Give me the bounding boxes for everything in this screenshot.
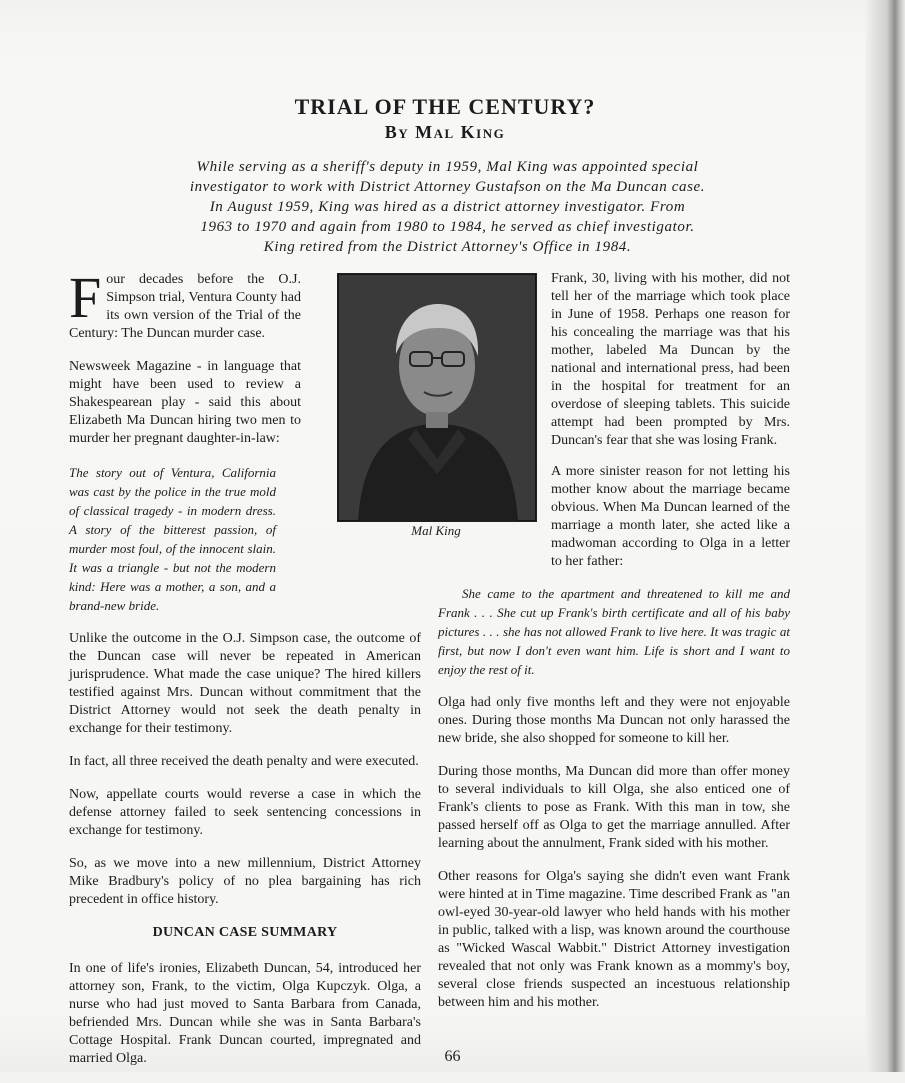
intro-line: King retired from the District Attorney's Office in 1984.: [263, 239, 632, 255]
death-penalty-paragraph: In fact, all three received the death penalty and were executed.: [69, 754, 419, 769]
millennium-paragraph: So, as we move into a new millennium, District Attorney Mike Bradbury's policy of no plea bargaining has rich precedent in office history.: [69, 856, 421, 907]
author-intro: [160, 157, 735, 257]
intro-line: 1963 to 1970 and again from 1980 to 1984, he served as chief investigator.: [200, 219, 695, 235]
sinister-reason-paragraph: A more sinister reason for not letting his mother know about the marriage became obvious. When Ma Duncan learned of the marriage a month later, she acted like a madwoman according to Olga in a letter to her father:: [551, 464, 790, 569]
article-title: TRIAL OF THE CENTURY?: [294, 94, 596, 119]
intro-line: investigator to work with District Attorney Gustafson on the Ma Duncan case.: [189, 179, 706, 195]
intro-line: In August 1959, King was hired as a district attorney investigator. From: [209, 199, 686, 215]
article-byline: By Mal King: [384, 122, 506, 142]
olga-letter-quote: She came to the apartment and threatened to kill me and Frank . . . She cut up Frank's birth certificate and all of his baby pictures . . . she has not allowed Frank to live here. It was tragic at first, but now I don't even want him. Life is short and I want to enjoy the rest of it.: [438, 586, 790, 677]
newsweek-paragraph: Newsweek Magazine - in language that might have been used to review a Shakespearean play - said this about Elizabeth Ma Duncan hiring two men to murder her pregnant daughter-in-law:: [69, 359, 301, 446]
newsweek-quote: The story out of Ventura, California was cast by the police in the true mold of classical tragedy - in modern dress. A story of the bitterest passion, of murder most foul, of the innocent slain. It was a triangle - but not the modern kind: Here was a mother, a son, and a brand-new bride.: [69, 465, 276, 613]
summary-paragraph: In one of life's ironies, Elizabeth Duncan, 54, introduced her attorney son, Frank, to the victim, Olga Kupczyk. Olga, a nurse who had just moved to Santa Barbara from Canada, befriended Mrs. Duncan while she was in Santa Barbara's Cottage Hospital. Frank Duncan courted, impregnated and married Olga.: [69, 961, 421, 1066]
photo-caption: Mal King: [411, 523, 461, 538]
appellate-paragraph: Now, appellate courts would reverse a case in which the defense attorney failed to seek sentencing concessions in exchange for testimony.: [69, 787, 421, 838]
five-months-paragraph: Olga had only five months left and they were not enjoyable ones. During those months Ma Duncan not only harassed the new bride, she also shopped for someone to kill her.: [438, 695, 790, 746]
right-column-top: [551, 270, 790, 571]
right-column: [438, 270, 790, 1027]
page-number: 66: [444, 1048, 461, 1065]
intro-line: While serving as a sheriff's deputy in 1959, Mal King was appointed special: [196, 159, 699, 175]
section-heading: DUNCAN CASE SUMMARY: [152, 925, 338, 940]
page-binding-edge: [865, 0, 905, 1072]
annulment-paragraph: During those months, Ma Duncan did more than offer money to several individuals to kill Olga, she also enticed one of Frank's clients to pose as Frank. With this man in tow, she passed herself off as Olga to get the marriage annulled. After learning about the annulment, Frank sided with his mother.: [438, 764, 790, 851]
marriage-paragraph: Frank, 30, living with his mother, did not tell her of the marriage which took place in June of 1958. Perhaps one reason for his concealing the marriage was that his mother, labeled Ma Duncan by the national and international press, had been in the hospital for treatment for an overdose of sleeping tablets. This suicide attempt had been prompted by Mrs. Duncan's fear that she was losing Frank.: [551, 271, 790, 448]
time-magazine-paragraph: Other reasons for Olga's saying she didn't even want Frank were hinted at in Time magazine. Time described Frank as "an owl-eyed 30-year-old lawyer who held hands with his mother in public, talked with a lisp, was known around the courthouse as "Wicked Wascal Wabbit." District Attorney investigation revealed that not only was Frank known as a mommy's boy, several close friends suspected an incestuous relationship between him and his mother.: [438, 869, 790, 1010]
opening-paragraph: [69, 265, 301, 343]
drop-cap: F: [69, 265, 102, 330]
opening-text: our decades before the O.J. Simpson trial, Ventura County had its own version of the Trial of the Century: The Duncan murder case.: [69, 272, 301, 341]
outcome-paragraph: Unlike the outcome in the O.J. Simpson case, the outcome of the Duncan case will never be repeated in American jurisprudence. What made the case unique? The hired killers testified against Mrs. Duncan without commitment that the District Attorney would not seek the death penalty in exchange for their testimony.: [69, 631, 421, 736]
